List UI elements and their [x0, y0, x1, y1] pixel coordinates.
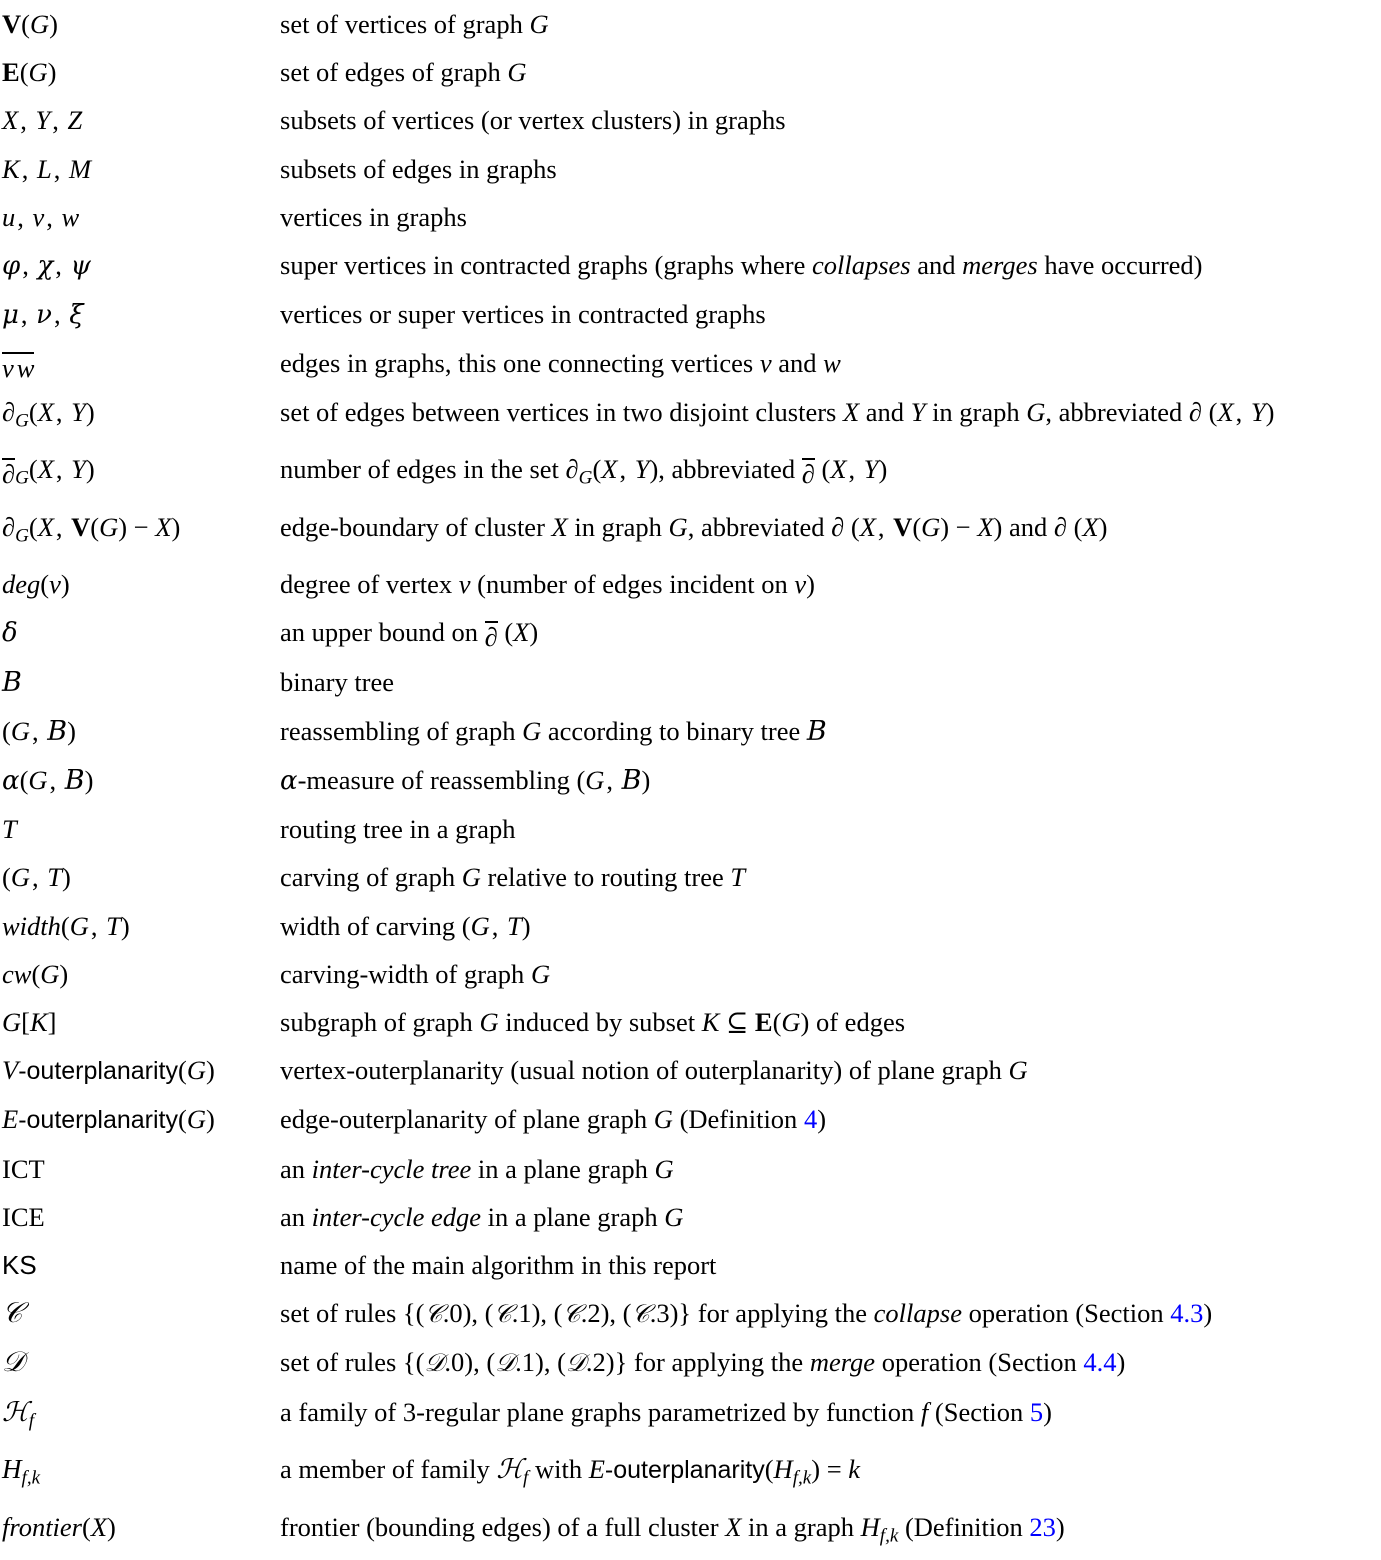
desc-text: width of carving: [280, 910, 462, 941]
italic-T: T: [106, 910, 121, 941]
italic-G: G: [461, 862, 481, 893]
section-link-5[interactable]: 5: [1029, 1396, 1044, 1427]
table-row: [0, 1145, 1381, 1193]
italic-X: X: [37, 396, 54, 427]
description-cell: subsets of vertices (or vertex clusters) in graphs: [280, 105, 786, 136]
ice-label: ICE: [2, 1201, 45, 1232]
description-cell: edges in graphs, this one connecting vertices v and w: [280, 348, 841, 379]
partial-symbol: ∂: [1188, 396, 1202, 427]
desc-text: super vertices in contracted graphs (graphs where: [280, 250, 812, 281]
table-row: [0, 445, 1381, 503]
italic-v: v: [759, 348, 772, 379]
table-row: [0, 707, 1381, 756]
description-cell: set of rules {(𝒟.0), (𝒟.1), (𝒟.2)} for applying the merge operation (Section 4.4): [280, 1347, 1126, 1378]
desc-text: carving-width of graph: [280, 958, 531, 989]
italic-G: G: [654, 1153, 674, 1184]
width-operator: width: [2, 910, 61, 941]
desc-text: vertex-outerplanarity (usual notion of outerplanarity) of plane graph: [280, 1055, 1009, 1086]
italic-G: G: [2, 1007, 22, 1038]
section-link-4-3[interactable]: 4.3: [1170, 1298, 1204, 1329]
symbol-cell: V(G): [2, 9, 58, 39]
subscript-G: G: [15, 525, 29, 547]
desc-text: according to binary tree: [541, 715, 807, 746]
italic-E: E: [2, 1104, 19, 1135]
description-cell: [280, 1145, 1381, 1193]
desc-text: (Section: [928, 1396, 1030, 1427]
description-cell: [280, 950, 1381, 998]
italic-X: X: [37, 511, 54, 542]
table-row: [0, 756, 1381, 805]
desc-text: -measure of reassembling: [297, 765, 577, 796]
italic-T: T: [507, 910, 522, 941]
table-row: [0, 805, 1381, 853]
symbol-cell: V-outerplanarity(G): [2, 1055, 215, 1086]
desc-text: in a plane graph: [481, 1201, 665, 1232]
desc-text: operation (Section: [961, 1298, 1171, 1329]
description-cell: vertices or super vertices in contracted graphs: [280, 299, 766, 330]
description-cell: [280, 48, 1381, 96]
calligraphic-B: 𝐵: [47, 715, 68, 747]
frontier-operator: frontier: [2, 1511, 82, 1542]
italic-T: T: [730, 862, 746, 893]
desc-text: edge-boundary of cluster: [280, 511, 552, 542]
symbol-cell: (G, T): [2, 862, 71, 893]
symbol-cell: μ, ν, ξ: [2, 299, 84, 331]
symbol-cell: $\partial_G(X$, Y): [2, 396, 95, 431]
italic-X: X: [830, 454, 847, 485]
script-C: 𝒞: [631, 1299, 650, 1329]
italic-X: X: [1217, 396, 1234, 427]
script-D: 𝒟: [2, 1345, 25, 1379]
partial-symbol: ∂: [484, 621, 498, 652]
minus-sign: −: [133, 511, 149, 542]
table-row: [0, 145, 1381, 193]
italic-V: V: [2, 1055, 19, 1086]
table-row: [0, 950, 1381, 998]
cw-operator: cw: [2, 958, 32, 989]
overline-partial: [485, 621, 498, 651]
italic-G: G: [1008, 1055, 1028, 1086]
italic-G: G: [529, 9, 549, 39]
table-row: [0, 48, 1381, 96]
bold-E: E: [2, 57, 20, 88]
subscript-f: f: [28, 1410, 34, 1431]
desc-text: with: [528, 1454, 589, 1485]
description-cell: edge-outerplanarity of plane graph G (Definition 4): [280, 1104, 827, 1135]
script-C: 𝒞: [424, 1299, 443, 1329]
italic-X: X: [37, 454, 54, 485]
desc-text: number of edges in the set: [280, 454, 566, 485]
symbol-cell: [0, 1289, 280, 1338]
description-cell: [280, 241, 1381, 290]
symbol-cell: E-outerplanarity(G): [2, 1104, 215, 1135]
symbol-cell: u, v, w: [2, 201, 80, 232]
italic-M: M: [68, 153, 92, 184]
italic-w: w: [823, 348, 841, 379]
greek-alpha: α: [2, 766, 20, 797]
symbol-cell: [0, 805, 280, 853]
description-cell: set of edges between vertices in two disjoint clusters X and Y in graph G, abbreviated ∂ (X, Y): [280, 396, 1275, 427]
italic-v: v: [32, 201, 45, 232]
description-cell: a family of 3-regular plane graphs parametrized by function f (Section 5): [280, 1396, 1052, 1427]
desc-text: edges in graphs, this one connecting vertices: [280, 348, 760, 379]
desc-text: of edges: [809, 1007, 906, 1038]
italic-X: X: [725, 1511, 742, 1542]
desc-text: (Definition: [672, 1104, 804, 1135]
italic-G: G: [40, 958, 60, 989]
partial-symbol: ∂: [801, 458, 815, 489]
desc-text: have occurred): [1037, 250, 1203, 281]
desc-text: operation (Section: [875, 1347, 1084, 1378]
script-D: 𝒟: [565, 1348, 586, 1378]
description-cell: [280, 1046, 1381, 1095]
script-C: 𝒞: [493, 1299, 512, 1329]
desc-text: for applying the: [691, 1298, 874, 1329]
italic-G: G: [10, 715, 30, 746]
table-row: [0, 998, 1381, 1046]
description-cell: frontier (bounding edges) of a full cluster X in a graph $H_{f,k}$ (Definition 23): [280, 1511, 1065, 1547]
calligraphic-H: ℋ: [496, 1454, 524, 1486]
desc-text: reassembling of graph: [280, 715, 523, 746]
table-row: [0, 0, 1381, 48]
description-cell: routing tree in a graph: [280, 814, 516, 845]
italic-Y: Y: [634, 454, 650, 485]
table-row: [0, 1095, 1381, 1144]
partial-symbol: ∂: [831, 511, 845, 542]
italic-G: G: [69, 910, 89, 941]
symbol-cell: K, L, M: [2, 153, 92, 184]
description-cell: number of edges in the set $\partial_G(X$, Y), abbreviated ∂ (X, Y): [280, 454, 888, 489]
symbol-cell: [0, 1388, 280, 1446]
desc-text: set of edges of graph: [280, 57, 501, 88]
calligraphic-B: 𝐵: [806, 715, 827, 747]
description-cell: an upper bound on ∂ (X): [280, 617, 539, 652]
desc-text: carving of graph: [280, 862, 462, 893]
symbol-cell: G[K]: [2, 1007, 57, 1038]
desc-text: set of vertices of graph: [280, 9, 523, 39]
italic-w: w: [16, 352, 35, 383]
symbol-cell: cw(G): [2, 958, 69, 989]
desc-text: for applying the: [627, 1347, 810, 1378]
bold-V: V: [893, 511, 913, 542]
desc-text: frontier (bounding edges) of a full cluster: [280, 1511, 726, 1542]
greek-delta: δ: [2, 618, 18, 649]
table-row: [0, 560, 1381, 608]
subscript-f-k: f,k: [21, 1467, 41, 1489]
subscript-G: G: [15, 467, 29, 489]
symbol-cell: α(G, 𝐵): [2, 765, 94, 797]
table-row: [0, 193, 1381, 241]
symbol-cell: (G, 𝐵): [2, 715, 76, 747]
greek-xi: ξ: [69, 300, 84, 331]
desc-text: subgraph of graph: [280, 1007, 480, 1038]
greek-phi: φ: [2, 251, 21, 282]
italic-K: K: [701, 1007, 720, 1038]
emphasis-merge: merge: [809, 1347, 876, 1378]
italic-X: X: [2, 105, 19, 136]
desc-text: relative to routing tree: [480, 862, 731, 893]
desc-text: set of rules: [280, 1347, 403, 1378]
symbol-cell: φ, χ, ψ: [2, 250, 91, 282]
overline-partial: [2, 458, 15, 488]
table-row: [0, 1503, 1381, 1560]
greek-chi: χ: [37, 251, 54, 282]
italic-Z: Z: [67, 105, 83, 136]
symbol-cell: X, Y, Z: [2, 105, 83, 136]
description-cell: [280, 1193, 1381, 1241]
italic-v: v: [794, 569, 807, 600]
table-row: [0, 241, 1381, 290]
italic-G: G: [522, 715, 542, 746]
subscript-G: G: [15, 409, 29, 431]
table-row: [0, 388, 1381, 446]
table-row: [0, 1388, 1381, 1446]
table-row: [0, 608, 1381, 657]
partial-symbol: ∂: [2, 458, 16, 489]
italic-T: T: [47, 862, 62, 893]
italic-G: G: [781, 1007, 801, 1038]
desc-text: (Definition: [898, 1511, 1030, 1542]
italic-G: G: [664, 1201, 684, 1232]
italic-Y: Y: [71, 454, 86, 485]
table-row: [0, 1338, 1381, 1387]
symbol-cell: [0, 1193, 280, 1241]
italic-G: G: [921, 511, 941, 542]
table-row: [0, 1289, 1381, 1338]
table-row: [0, 1046, 1381, 1095]
symbol-cell: [0, 658, 280, 707]
italic-Y: Y: [910, 396, 926, 427]
italic-K: K: [29, 1007, 48, 1038]
italic-G: G: [585, 765, 605, 796]
symbol-cell: width(G, T): [2, 910, 130, 941]
italic-K: K: [2, 153, 20, 184]
emphasis-collapses: collapses: [812, 250, 911, 281]
desc-text: in a graph: [741, 1511, 861, 1542]
script-C: 𝒞: [562, 1299, 581, 1329]
italic-G: G: [470, 910, 490, 941]
greek-mu: μ: [2, 300, 19, 331]
bold-V: V: [71, 511, 91, 542]
italic-v: v: [49, 569, 61, 600]
desc-text: set of rules: [280, 1298, 403, 1329]
symbol-cell: [0, 339, 280, 387]
emphasis-inter-cycle-edge: inter-cycle edge: [311, 1201, 482, 1232]
description-cell: edge-boundary of cluster X in graph G, abbreviated ∂ (X, V(G) − X) and ∂ (X): [280, 511, 1108, 542]
deg-operator: deg: [2, 569, 41, 600]
description-cell: [280, 853, 1381, 901]
greek-psi: ψ: [70, 251, 91, 282]
desc-text: edge-outerplanarity of plane graph: [280, 1104, 654, 1135]
partial-symbol: ∂: [1053, 511, 1067, 542]
definition-link-4[interactable]: 4: [803, 1104, 818, 1135]
calligraphic-B: 𝐵: [64, 765, 85, 797]
table-row: [0, 853, 1381, 901]
italic-Y: Y: [35, 105, 51, 136]
partial-symbol: ∂: [565, 454, 579, 485]
desc-text: an: [280, 1201, 312, 1232]
italic-G: G: [653, 1104, 673, 1135]
greek-alpha: α: [280, 766, 298, 797]
italic-G: G: [668, 511, 688, 542]
subscript-f: f: [523, 1467, 529, 1489]
greek-nu: ν: [36, 300, 52, 331]
bold-V: V: [2, 9, 22, 39]
description-cell: width of carving (G, T): [280, 910, 531, 941]
definition-link-23[interactable]: 23: [1029, 1511, 1056, 1542]
partial-symbol: ∂: [2, 396, 16, 427]
italic-Y: Y: [1250, 396, 1266, 427]
section-link-4-4[interactable]: 4.4: [1083, 1347, 1117, 1378]
symbol-cell: [0, 1338, 280, 1387]
script-D: 𝒟: [424, 1348, 445, 1378]
desc-text: degree of vertex: [280, 569, 459, 600]
script-C: 𝒞: [2, 1296, 23, 1330]
emphasis-collapse: collapse: [873, 1298, 962, 1329]
calligraphic-B: 𝐵: [2, 666, 22, 698]
calligraphic-H: ℋ: [2, 1396, 29, 1428]
table-row: [0, 503, 1381, 561]
calligraphic-B: 𝐵: [621, 765, 642, 797]
italic-G: G: [28, 57, 48, 88]
desc-text: set of edges between vertices in two disjoint clusters: [280, 396, 843, 427]
italic-X: X: [601, 454, 618, 485]
symbol-cell: [0, 1241, 280, 1289]
table-row: [0, 96, 1381, 144]
italic-G: G: [479, 1007, 499, 1038]
subseteq-symbol: ⊆: [726, 1007, 749, 1038]
italic-X: X: [859, 511, 876, 542]
outerplanarity-label: -outerplanarity: [18, 1057, 178, 1086]
italic-E: E: [588, 1454, 605, 1485]
subscript-f-k: f,k: [879, 1525, 899, 1547]
emphasis-merges: merges: [962, 250, 1038, 281]
italic-G: G: [186, 1104, 206, 1135]
italic-G: G: [10, 862, 30, 893]
description-cell: subgraph of graph G induced by subset K ⊆ E(G) of edges: [280, 1007, 906, 1038]
italic-X: X: [155, 511, 172, 542]
script-D: 𝒟: [495, 1348, 516, 1378]
italic-Y: Y: [863, 454, 879, 485]
description-cell: [280, 0, 1381, 48]
description-cell: vertices in graphs: [280, 201, 467, 232]
italic-w: w: [61, 201, 80, 232]
ict-label: ICT: [2, 1153, 45, 1184]
description-cell: [280, 707, 1381, 756]
description-cell: α-measure of reassembling (G, 𝐵): [280, 765, 651, 797]
subscript-G: G: [578, 467, 593, 489]
desc-text: induced by subset: [498, 1007, 702, 1038]
desc-text: a member of family: [280, 1454, 497, 1485]
italic-G: G: [507, 57, 527, 88]
equals-sign: =: [826, 1454, 842, 1485]
italic-X: X: [842, 396, 860, 427]
desc-text: a family of 3-regular plane graphs parametrized by function: [280, 1396, 921, 1427]
table-row: [0, 902, 1381, 950]
description-cell: a member of family ℋ$_f$ with $E-outerplanarity(H_{f,k}) = k$: [280, 1454, 861, 1489]
italic-X: X: [1082, 511, 1099, 542]
table-row: [0, 658, 1381, 707]
italic-u: u: [2, 201, 16, 232]
italic-k: k: [848, 1454, 861, 1485]
partial-symbol: ∂: [2, 511, 16, 542]
table-row: [0, 339, 1381, 387]
description-cell: binary tree: [280, 666, 395, 697]
table-row: [0, 290, 1381, 339]
italic-X: X: [977, 511, 994, 542]
italic-G: G: [1026, 396, 1046, 427]
italic-G: G: [186, 1055, 206, 1086]
description-cell: name of the main algorithm in this report: [280, 1250, 717, 1281]
symbol-cell: deg(v): [2, 569, 70, 600]
symbol-cell: $\partial_G(X$, V(G) − X): [2, 511, 181, 547]
overline-partial: [802, 458, 815, 488]
desc-text: in a plane graph: [471, 1153, 655, 1184]
italic-X: X: [90, 1511, 108, 1542]
symbol-cell: frontier(X): [2, 1511, 116, 1542]
italic-Y: Y: [71, 396, 86, 427]
bold-E: E: [754, 1007, 773, 1038]
italic-G: G: [28, 765, 48, 796]
desc-text: and: [910, 250, 963, 281]
description-cell: set of rules {(𝒞.0), (𝒞.1), (𝒞.2), (𝒞.3)} for applying the collapse operation (Section 4.3): [280, 1298, 1213, 1329]
italic-G: G: [99, 511, 119, 542]
desc-text: an: [280, 1153, 312, 1184]
italic-G: G: [530, 958, 551, 989]
description-cell: degree of vertex v (number of edges incident on v): [280, 569, 815, 600]
ks-label: KS: [2, 1250, 37, 1281]
symbol-cell: $\partial_G(X$, Y): [2, 454, 95, 489]
description-cell: subsets of edges in graphs: [280, 153, 557, 184]
symbol-cell: [0, 608, 280, 657]
italic-v: v: [2, 352, 14, 383]
italic-X: X: [551, 511, 568, 542]
italic-f: f: [920, 1396, 929, 1427]
overline-vw: [2, 352, 34, 382]
table-row: [0, 1241, 1381, 1289]
emphasis-inter-cycle-tree: inter-cycle tree: [311, 1153, 472, 1184]
subscript-f-k: f,k: [792, 1467, 812, 1489]
outerplanarity-label: -outerplanarity: [604, 1456, 765, 1485]
desc-text: an upper bound on: [280, 617, 485, 648]
italic-T: T: [2, 814, 17, 845]
outerplanarity-label: -outerplanarity: [18, 1106, 178, 1135]
symbol-cell: E(G): [2, 57, 57, 88]
table-row: [0, 1193, 1381, 1241]
symbol-cell: [0, 1145, 280, 1193]
italic-X: X: [513, 617, 530, 648]
italic-G: G: [29, 9, 50, 39]
symbol-cell: $H_{f,k}$: [2, 1454, 41, 1489]
minus-sign: −: [955, 511, 971, 542]
italic-v: v: [458, 569, 471, 600]
italic-L: L: [36, 153, 52, 184]
